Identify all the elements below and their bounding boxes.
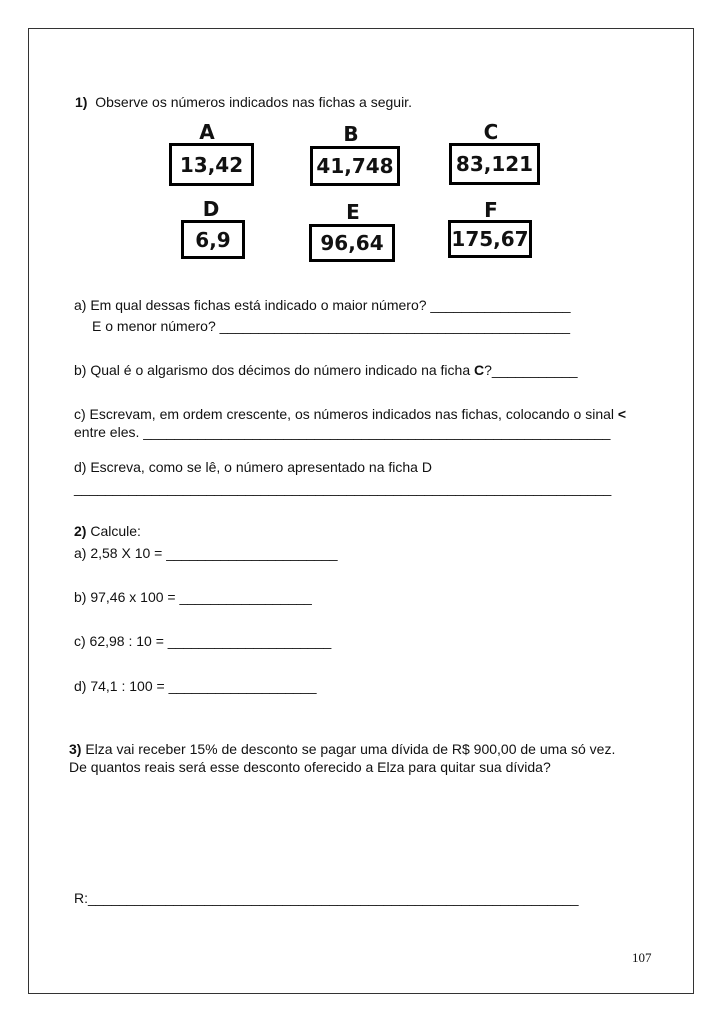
card-c-value: 83,121 [449,143,540,185]
card-b-letter: B [343,122,359,146]
q2-d-line: d) 74,1 : 100 = ___________________ [74,678,317,694]
question-3-text: Elza vai receber 15% de desconto se pagar uma dívida de R$ 900,00 de uma só vez. [85,741,616,757]
question-1-number: 1) [75,94,88,110]
q1-d-line1: d) Escreva, como se lê, o número apresentado na ficha D [74,459,432,475]
card-b-value: 41,748 [310,146,400,186]
question-3-line2: De quantos reais será esse desconto oferecido a Elza para quitar sua dívida? [69,759,551,775]
question-3-number: 3) [69,741,82,757]
q1-b-blank: ?___________ [484,362,578,378]
q1-b-line [74,362,578,379]
q3-answer-line: R:_______________________________________________________________ [74,890,579,906]
card-f-value: 175,67 [448,220,532,258]
question-2-intro: Calcule: [90,523,141,539]
card-f-letter: F [484,198,498,222]
q1-c-sign: < [617,406,627,422]
q2-a-line: a) 2,58 X 10 = ______________________ [74,545,338,561]
question-1-heading [75,94,412,111]
card-c-letter: C [483,120,499,144]
q1-c-line1 [74,406,626,423]
q1-a-line1: a) Em qual dessas fichas está indicado o maior número? __________________ [74,297,571,313]
q1-b-card-letter: C [474,362,485,378]
q1-a-line2: E o menor número? _____________________________________________ [92,318,570,334]
card-d-value: 6,9 [181,220,245,259]
card-a-letter: A [199,120,215,144]
card-e-letter: E [346,200,360,224]
card-e-value: 96,64 [309,224,395,262]
q1-c-line2: entre eles. ____________________________________________________________ [74,424,611,440]
q1-d-line2: _____________________________________________________________________ [74,480,612,496]
question-1-intro: Observe os números indicados nas fichas a seguir. [95,94,412,110]
card-a-value: 13,42 [169,143,254,186]
question-2-number: 2) [74,523,87,539]
q1-b-text: b) Qual é o algarismo dos décimos do número indicado na ficha [74,362,474,378]
page-number: 107 [632,950,652,965]
q2-c-line: c) 62,98 : 10 = _____________________ [74,633,332,649]
question-3-line1 [69,741,615,758]
q2-b-line: b) 97,46 x 100 = _________________ [74,589,312,605]
card-d-letter: D [202,197,220,221]
q1-c-text: c) Escrevam, em ordem crescente, os números indicados nas fichas, colocando o sinal [74,406,618,422]
question-2-heading [74,523,141,540]
